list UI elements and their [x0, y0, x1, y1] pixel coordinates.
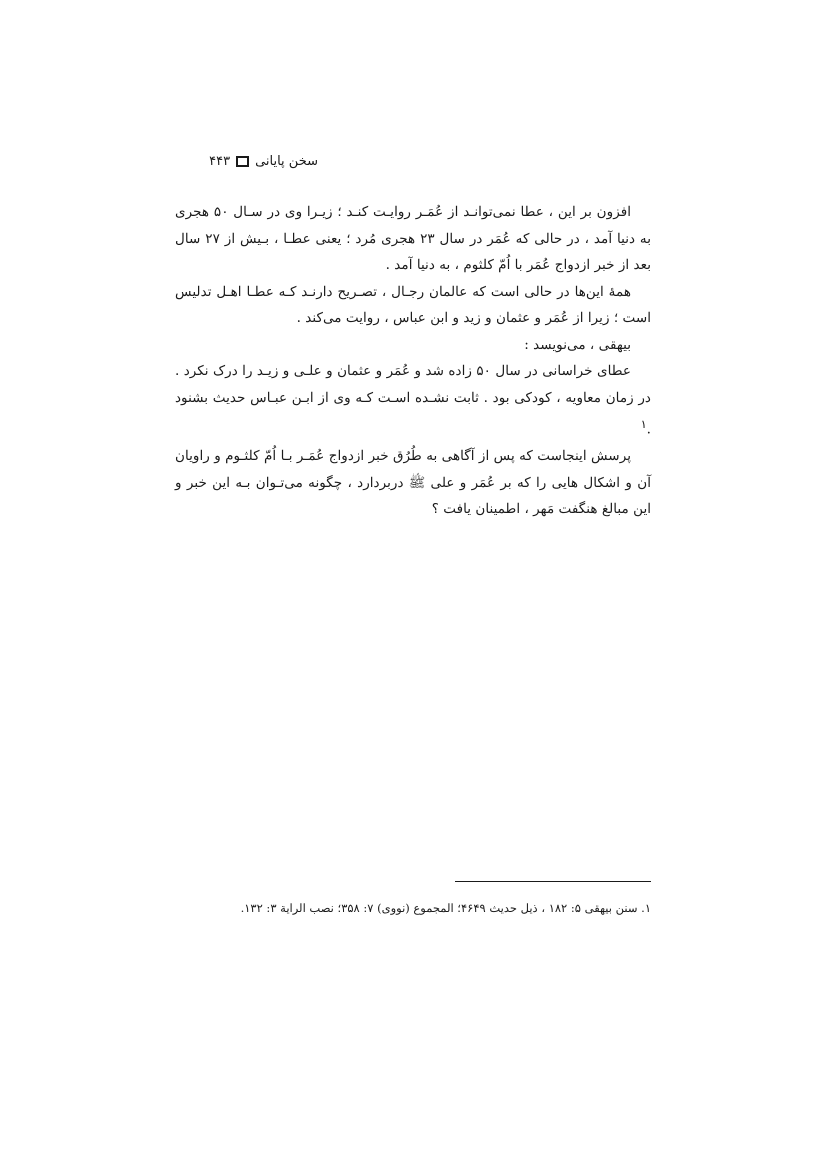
- footnote-text: ۱. سنن بیهقی ۵: ۱۸۲ ، ذیل حدیث ۴۶۴۹؛ المجموع (نووی) ۷: ۳۵۸؛ نصب الرایة ۳: ۱۳۲.: [240, 901, 651, 915]
- paragraph-3-quote-intro: بیهقی ، می‌نویسد :: [524, 336, 631, 353]
- section-title: سخن پایانی: [255, 153, 318, 169]
- paragraph-4-quote: [175, 358, 651, 443]
- running-header: [170, 150, 318, 172]
- paragraph-5: پرسش اینجاست که پس از آگاهی به طُرُق خبر ازدواج عُمَـر بـا اُمّ کلثـوم و راویان آن و اشکال هایی را که بر عُمَر و علی ﷺ دربردارد ، چگونه می‌تـوان بـه این خبر و این مبالغ هنگفت مَهر ، اطمینان یافت ؟: [175, 448, 651, 518]
- square-ornament-icon: [236, 156, 249, 167]
- body-text: [175, 199, 651, 523]
- footnote-divider: [455, 881, 651, 882]
- paragraph-2: همهٔ این‌ها در حالی است که عالمان رجـال ، تصـریح دارنـد کـه عطـا اهـل تدلیس است ؛ زیرا از عُمَر و عثمان و زید و ابن عباس ، روایت می‌کند .: [175, 283, 651, 326]
- page-number: ۴۴۳: [209, 153, 231, 169]
- footnote-marker: ۱: [640, 417, 647, 431]
- quote-text: عطای خراسانی در سال ۵۰ زاده شد و عُمَر و عثمان و علـی و زیـد را درک نکرد . در زمان معاویه ، کودکی بود . ثابت نشـده اسـت کـه وی از ابـن عبـاس حدیث بشنود .: [175, 363, 651, 438]
- paragraph-1: افزون بر این ، عطا نمی‌توانـد از عُمَـر روایـت کنـد ؛ زیـرا وی در سـال ۵۰ هجری به دنیا آمد ، در حالی که عُمَر در سال ۲۳ هجری مُرد ؛ یعنی عطـا ، بـیش از ۲۷ سال بعد از خبر ازدواج عُمَر با اُمّ کلثوم ، به دنیا آمد .: [175, 204, 651, 273]
